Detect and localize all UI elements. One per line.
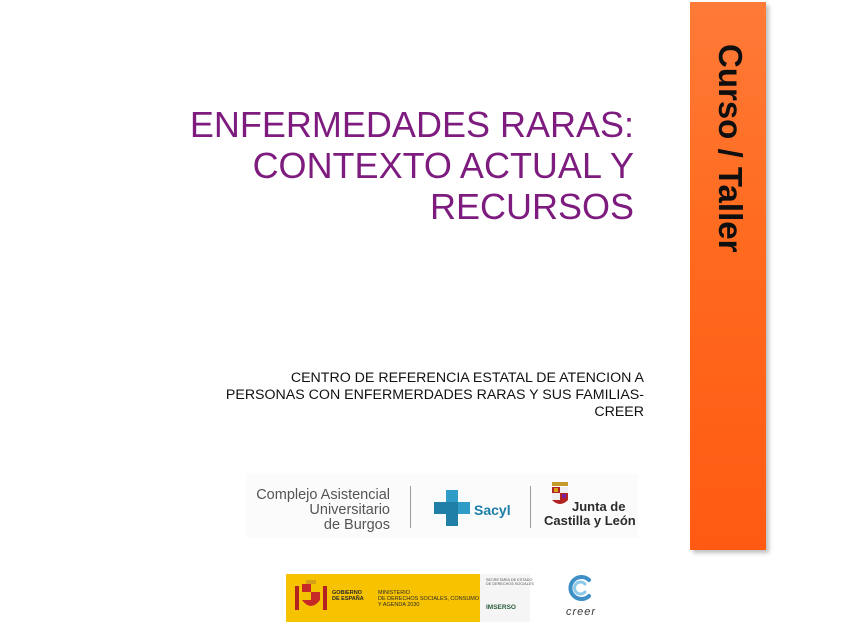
logo-divider	[530, 486, 531, 528]
subtitle-line: CREER	[594, 404, 644, 420]
imserso-logo-text: IMSERSO	[486, 604, 516, 611]
creer-logo	[557, 574, 605, 626]
spain-coat-of-arms-icon	[294, 580, 328, 616]
gobierno-text	[332, 590, 364, 602]
banner-label: Curso / Taller	[712, 44, 749, 253]
sec-line: DE DERECHOS SOCIALES	[486, 582, 534, 586]
logo-divider	[410, 486, 411, 528]
min-line: MINISTERIO	[378, 590, 411, 596]
course-type-banner	[690, 2, 766, 550]
subtitle-line: CENTRO DE REFERENCIA ESTATAL DE ATENCION A	[290, 370, 644, 386]
complejo-burgos-logo	[256, 488, 390, 533]
logo-text-line: de Burgos	[323, 517, 390, 533]
subtitle-line: PERSONAS CON ENFERMERDADES RARAS Y SUS FAMILIAS-	[225, 387, 644, 403]
junta-logo-text	[544, 500, 636, 528]
ministry-logo	[286, 574, 534, 622]
course-title	[114, 104, 634, 227]
ministerio-text	[378, 590, 479, 608]
title-line: RECURSOS	[429, 186, 634, 227]
junta-line: Castilla y León	[544, 513, 636, 528]
logo-text-line: Complejo Asistencial	[256, 487, 390, 503]
creer-swirl-icon	[567, 574, 595, 602]
sec-line: SECRETARÍA DE ESTADO	[486, 578, 533, 582]
title-line: ENFERMEDADES RARAS:	[189, 104, 634, 145]
logo-text-line: Universitario	[309, 502, 390, 518]
gov-line: DE ESPAÑA	[332, 596, 364, 602]
title-line: CONTEXTO ACTUAL Y	[252, 145, 634, 186]
sacyl-cross-icon	[432, 488, 472, 528]
creer-wordmark: creer	[565, 606, 597, 618]
min-line: DE DERECHOS SOCIALES, CONSUMO	[378, 596, 480, 602]
secretaria-text	[486, 578, 534, 586]
partner-logos	[246, 474, 638, 538]
organizer-text	[104, 370, 644, 421]
junta-line: Junta de	[572, 499, 626, 514]
min-line: Y AGENDA 2030	[378, 602, 420, 608]
gov-line: GOBIERNO	[332, 590, 362, 596]
sacyl-logo-text: Sacyl	[474, 502, 511, 518]
